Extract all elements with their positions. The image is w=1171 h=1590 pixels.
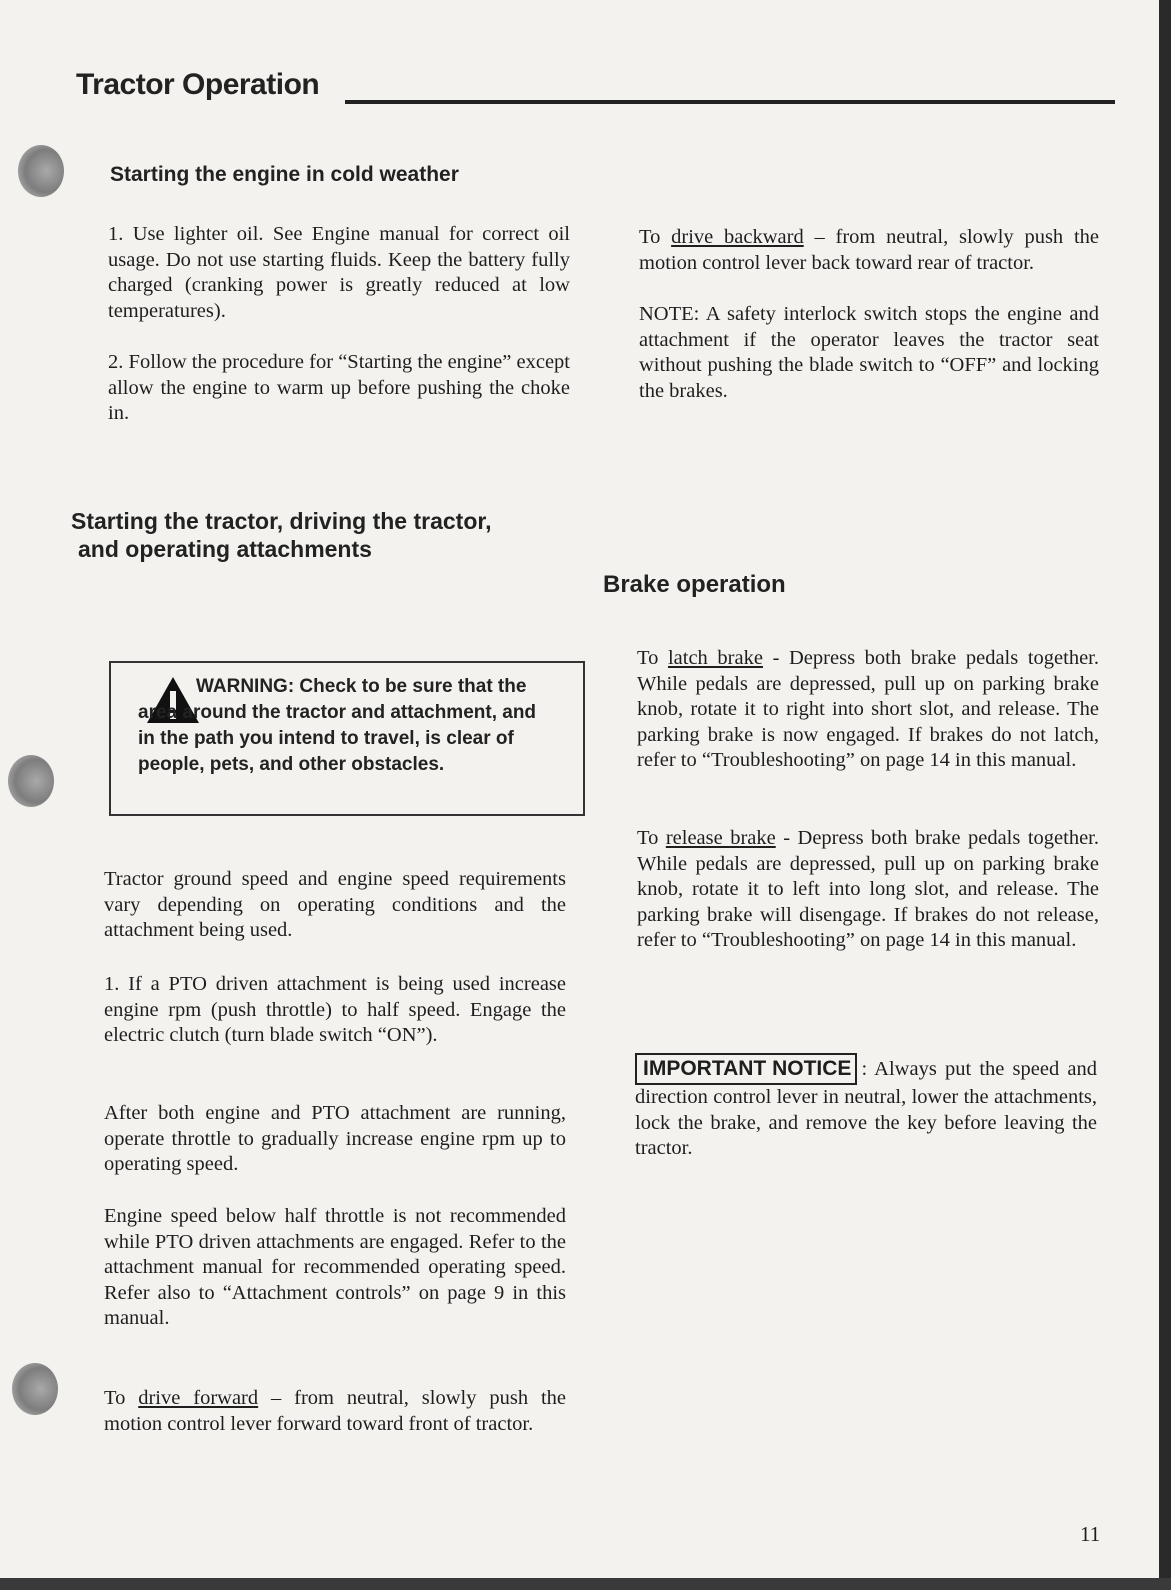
cold-weather-step-2: 2. Follow the procedure for “Starting the engine” except allow the engine to warm up before pushing the choke in.	[108, 351, 570, 424]
cold-weather-step-1: 1. Use lighter oil. See Engine manual for correct oil usage. Do not use starting fluids. Keep the battery fully charged (cranking power is greatly reduced at low temperatures).	[108, 223, 570, 322]
speed-requirements-paragraph: Tractor ground speed and engine speed requirements vary depending on operating conditions and the attachment being used.	[104, 868, 566, 941]
scan-edge-right	[1159, 0, 1171, 1590]
scan-edge-bottom	[0, 1578, 1171, 1590]
binder-hole-bottom	[12, 1363, 58, 1415]
latch-brake-paragraph: To latch brake - Depress both brake pedals together. While pedals are depressed, pull up on parking brake knob, rotate it to right into short slot, and release. The parking brake is now engaged. If brakes do not latch, refer to “Troubleshooting” on page 14 in this manual.	[637, 647, 1099, 771]
drive-forward-term: drive forward	[138, 1387, 259, 1409]
starting-heading: Starting the tractor, driving the tractor, and operating attachments	[71, 508, 492, 562]
important-notice-label: IMPORTANT NOTICE	[635, 1053, 857, 1085]
title-rule	[345, 100, 1115, 104]
important-notice-paragraph: IMPORTANT NOTICE : Always put the speed and direction control lever in neutral, lower the attachments, lock the brake, and remove the key before leaving the tractor.	[635, 1053, 1097, 1162]
drive-backward-paragraph: To drive backward – from neutral, slowly push the motion control lever back toward rear of tractor.	[639, 226, 1099, 274]
binder-hole-middle	[8, 755, 54, 807]
cold-weather-heading: Starting the engine in cold weather	[110, 163, 459, 186]
safety-note-paragraph: NOTE: A safety interlock switch stops the engine and attachment if the operator leaves the tractor seat without pushing the blade switch to “OFF” and locking the brakes.	[639, 303, 1099, 402]
warning-text: WARNING: Check to be sure that the area around the tractor and attachment, and in the path you intend to travel, is clear of people, pets, and other obstacles.	[138, 676, 537, 775]
release-brake-term: release brake	[665, 827, 776, 849]
brake-operation-heading: Brake operation	[603, 571, 786, 598]
after-engine-paragraph: After both engine and PTO attachment are running, operate throttle to gradually increase engine rpm up to operating speed.	[104, 1102, 566, 1175]
page-title: Tractor Operation	[76, 68, 320, 101]
pto-step-paragraph: 1. If a PTO driven attachment is being used increase engine rpm (push throttle) to half speed. Engage the electric clutch (turn blade switch “ON”).	[104, 973, 566, 1046]
binder-hole-top	[18, 145, 64, 197]
page-number: 11	[1080, 1522, 1101, 1546]
latch-brake-term: latch brake	[667, 647, 763, 669]
engine-speed-paragraph: Engine speed below half throttle is not recommended while PTO driven attachments are engaged. Refer to the attachment manual for recommended operating speed. Refer also to “Attachment controls” on page 9 in this manual.	[104, 1205, 566, 1329]
drive-backward-term: drive backward	[671, 226, 804, 248]
release-brake-paragraph: To release brake - Depress both brake pedals together. While pedals are depressed, pull up on parking brake knob, rotate it to left into long slot, and release. The parking brake will disengage. If brakes do not release, refer to “Troubleshooting” on page 14 in this manual.	[637, 827, 1099, 951]
drive-forward-paragraph: To drive forward – from neutral, slowly push the motion control lever forward toward front of tractor.	[104, 1387, 566, 1435]
